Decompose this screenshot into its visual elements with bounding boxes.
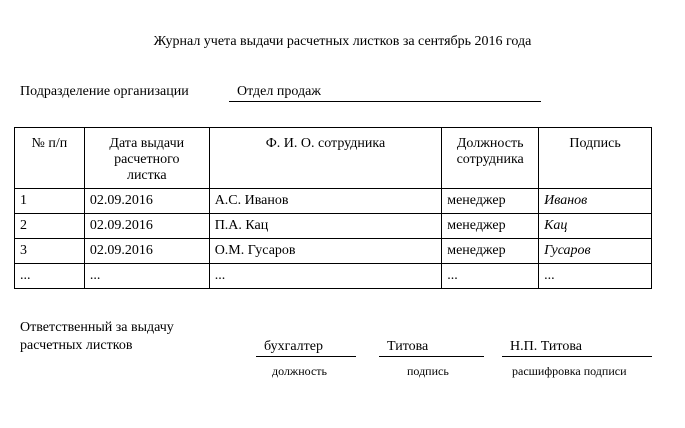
cell-name: А.С. Иванов xyxy=(209,189,442,214)
header-position: Должность сотрудника xyxy=(442,128,539,189)
issuance-journal-table xyxy=(14,127,652,289)
cell-signature: ... xyxy=(539,264,652,289)
cell-date: 02.09.2016 xyxy=(84,239,209,264)
cell-num: 3 xyxy=(15,239,85,264)
table-row xyxy=(15,189,652,214)
cell-date: ... xyxy=(84,264,209,289)
header-date: Дата выдачи расчетного листка xyxy=(84,128,209,189)
journal-title: Журнал учета выдачи расчетных листков за сентябрь 2016 года xyxy=(153,34,532,49)
responsible-position: бухгалтер xyxy=(256,339,356,357)
cell-signature: Кац xyxy=(539,214,652,239)
header-signature: Подпись xyxy=(539,128,652,189)
cell-position: менеджер xyxy=(442,189,539,214)
cell-signature: Гусаров xyxy=(539,239,652,264)
cell-num: ... xyxy=(15,264,85,289)
department-label: Подразделение организации xyxy=(20,84,189,99)
caption-position: должность xyxy=(272,364,327,378)
cell-name: ... xyxy=(209,264,442,289)
caption-signature: подпись xyxy=(407,364,449,378)
responsible-signature: Титова xyxy=(379,339,484,357)
responsible-decoding: Н.П. Титова xyxy=(502,339,652,357)
caption-decoding: расшифровка подписи xyxy=(512,364,627,378)
header-num: № п/п xyxy=(15,128,85,189)
header-name: Ф. И. О. сотрудника xyxy=(209,128,442,189)
table-row xyxy=(15,239,652,264)
table-row xyxy=(15,264,652,289)
cell-num: 1 xyxy=(15,189,85,214)
cell-name: П.А. Кац xyxy=(209,214,442,239)
responsible-label-line2: расчетных листков xyxy=(20,338,133,353)
cell-position: менеджер xyxy=(442,214,539,239)
table-row xyxy=(15,214,652,239)
cell-date: 02.09.2016 xyxy=(84,214,209,239)
responsible-label-line1: Ответственный за выдачу xyxy=(20,320,174,335)
table-header-row xyxy=(15,128,652,189)
cell-num: 2 xyxy=(15,214,85,239)
department-value: Отдел продаж xyxy=(229,84,541,102)
cell-signature: Иванов xyxy=(539,189,652,214)
cell-position: менеджер xyxy=(442,239,539,264)
cell-date: 02.09.2016 xyxy=(84,189,209,214)
cell-position: ... xyxy=(442,264,539,289)
cell-name: О.М. Гусаров xyxy=(209,239,442,264)
